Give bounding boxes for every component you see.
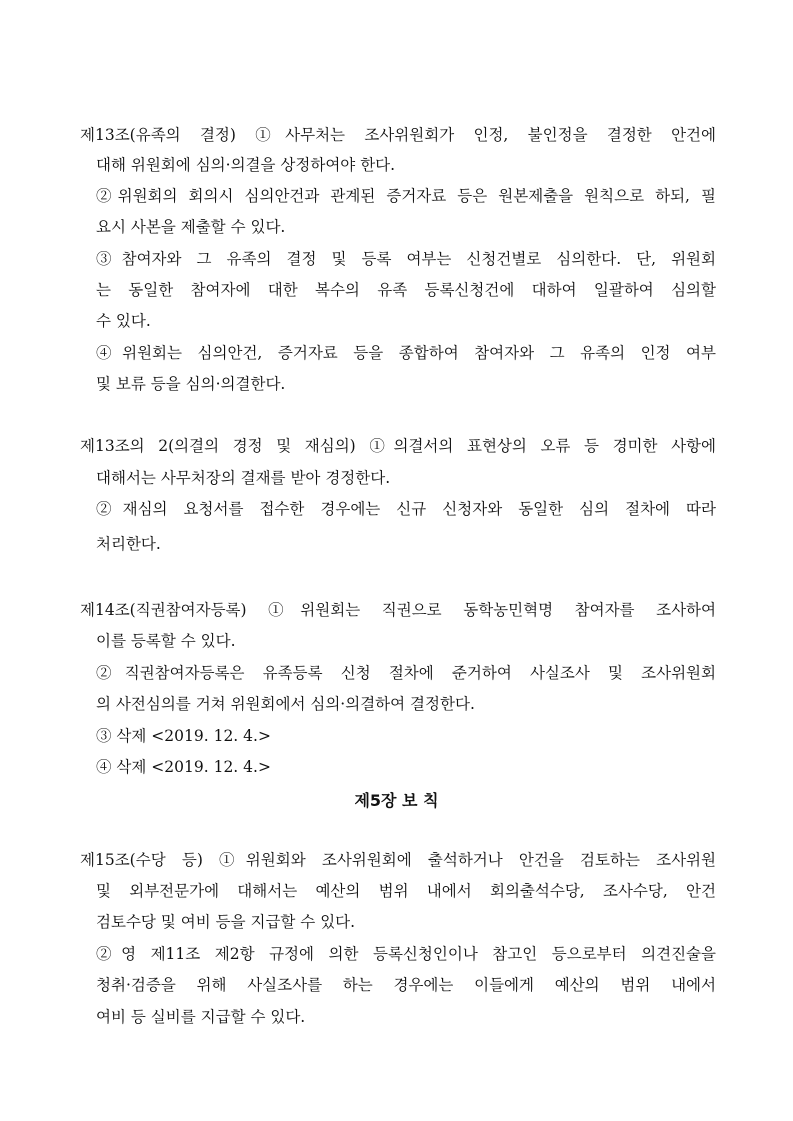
article-15-line-2: 및 외부전문가에 대해서는 예산의 범위 내에서 회의출석수당, 조사수당, 안건 bbox=[96, 882, 716, 900]
article-14-line-3: ②직권참여자등록은 유족등록 신청 절차에 준거하여 사실조사 및 조사위원회 bbox=[96, 664, 716, 682]
article-13-2-line-2: 대해서는 사무처장의 결재를 받아 경정한다. bbox=[96, 469, 391, 487]
article-13-line-8: ④위원회는 심의안건, 증거자료 등을 종합하여 참여자와 그 유족의 인정 여부 bbox=[96, 344, 716, 362]
article-14-line-1: 제14조(직권참여자등록) ①위원회는 직권으로 동학농민혁명 참여자를 조사하여 bbox=[80, 601, 716, 619]
article-14-line-5: ③ 삭제 <2019. 12. 4.> bbox=[96, 727, 271, 745]
article-15-line-3: 검토수당 및 여비 등을 지급할 수 있다. bbox=[96, 913, 356, 931]
article-13-line-7: 수 있다. bbox=[96, 312, 151, 330]
article-15-line-5: 청취·검증을 위해 사실조사를 하는 경우에는 이들에게 예산의 범위 내에서 bbox=[96, 976, 716, 994]
article-15-line-1: 제15조(수당 등) ①위원회와 조사위원회에 출석하거나 안건을 검토하는 조사위원 bbox=[80, 851, 716, 869]
article-14-line-6: ④ 삭제 <2019. 12. 4.> bbox=[96, 758, 271, 776]
article-14-line-4: 의 사전심의를 거쳐 위원회에서 심의·의결하여 결정한다. bbox=[96, 695, 475, 713]
article-13-line-6: 는 동일한 참여자에 대한 복수의 유족 등록신청건에 대하여 일괄하여 심의할 bbox=[96, 281, 716, 299]
article-13-line-2: 대해 위원회에 심의·의결을 상정하여야 한다. bbox=[96, 156, 396, 174]
chapter-5-heading: 제5장 보 칙 bbox=[354, 791, 439, 810]
article-13-line-4: 요시 사본을 제출할 수 있다. bbox=[96, 218, 286, 236]
article-13-line-9: 및 보류 등을 심의·의결한다. bbox=[96, 375, 286, 393]
article-15-line-4: ②영 제11조 제2항 규정에 의한 등록신청인이나 참고인 등으로부터 의견진술을 bbox=[96, 945, 716, 963]
article-13-2-line-1: 제13조의 2(의결의 경정 및 재심의) ①의결서의 표현상의 오류 등 경미한 사항에 bbox=[80, 437, 716, 455]
article-13-line-1: 제13조(유족의 결정) ①사무처는 조사위원회가 인정, 불인정을 결정한 안건에 bbox=[80, 126, 716, 144]
article-13-line-5: ③참여자와 그 유족의 결정 및 등록 여부는 신청건별로 심의한다. 단, 위원회 bbox=[96, 250, 716, 268]
article-14-line-2: 이를 등록할 수 있다. bbox=[96, 632, 236, 650]
article-13-2-line-4: 처리한다. bbox=[96, 535, 161, 553]
article-15-line-6: 여비 등 실비를 지급할 수 있다. bbox=[96, 1008, 306, 1026]
article-13-2-line-3: ②재심의 요청서를 접수한 경우에는 신규 신청자와 동일한 심의 절차에 따라 bbox=[96, 500, 716, 518]
article-13-line-3: ②위원회의 회의시 심의안건과 관계된 증거자료 등은 원본제출을 원칙으로 하되, 필 bbox=[96, 187, 716, 205]
